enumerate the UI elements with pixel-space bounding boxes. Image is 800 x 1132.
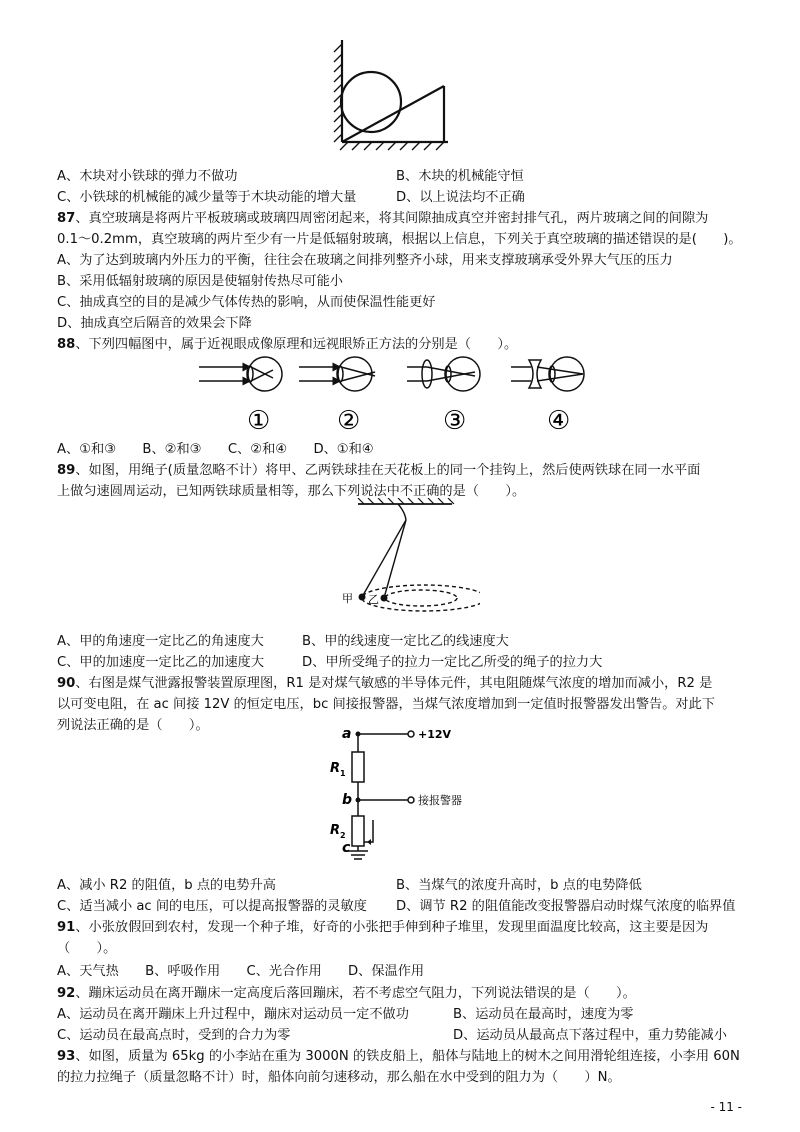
wall-ball-wedge-figure: [322, 36, 452, 156]
q86-option-b: B、木块的机械能守恒: [396, 169, 524, 184]
eye-label-4: ④: [547, 406, 571, 434]
q89-stem-text: 、如图，用绳子(质量忽略不计）将甲、乙两铁球挂在天花板上的同一个挂钩上，然后使两铁球在同一水平面: [75, 463, 701, 478]
q90-stem-line2: 以可变电阻，在 ac 间接 12V 的恒定电压，bc 间接报警器，当煤气浓度增加到一定值时报警器发出警告。对此下: [57, 697, 715, 712]
node-c-label: c: [342, 840, 351, 856]
q91-stem-line1: [57, 918, 708, 938]
q87-number: 87: [57, 211, 76, 226]
q90-stem-line3: 列说法正确的是（ ）。: [57, 718, 209, 733]
q87-option-a: A、为了达到玻璃内外压力的平衡，往往会在玻璃之间排列整齐小球，用来支撑玻璃承受外界大气压的压力: [57, 253, 673, 268]
q90-number: 90: [57, 676, 76, 691]
eye-diagram-1: [199, 357, 282, 391]
q93-stem-line1: [57, 1047, 740, 1067]
q89-option-a: A、甲的角速度一定比乙的角速度大: [57, 634, 264, 649]
r2-subscript: 2: [340, 831, 346, 840]
q87-option-d: D、抽成真空后隔音的效果会下降: [57, 316, 252, 331]
eye-diagram-2: [299, 357, 375, 391]
r1-subscript: 1: [340, 769, 346, 778]
q87-stem-line1: [57, 209, 708, 229]
q89-stem-line2: 上做匀速圆周运动，已知两铁球质量相等，那么下列说法中不正确的是（ ）。: [57, 484, 526, 499]
q91-options: A、天气热 B、呼吸作用 C、光合作用 D、保温作用: [57, 964, 425, 979]
q87-option-b: B、采用低辐射玻璃的原因是使辐射传热尽可能小: [57, 274, 343, 289]
alarm-label: 接报警器: [418, 794, 462, 807]
q89-option-b: B、甲的线速度一定比乙的线速度大: [302, 634, 509, 649]
q91-stem-text: 、小张放假回到农村，发现一个种子堆，好奇的小张把手伸到种子堆里，发现里面温度比较高，这主要是因为: [75, 920, 709, 935]
q89-stem-line1: [57, 461, 700, 481]
node-b-label: b: [342, 792, 353, 808]
q89-option-d: D、甲所受绳子的拉力一定比乙所受的绳子的拉力大: [302, 655, 603, 670]
eye-label-3: ③: [443, 406, 467, 434]
q88-stem-text: 、下列四幅图中，属于近视眼成像原理和远视眼矫正方法的分别是（ ）。: [75, 337, 518, 352]
q87-option-c: C、抽成真空的目的是减少气体传热的影响，从而使保温性能更好: [57, 295, 436, 310]
q87-stem-line2: 0.1～0.2mm，真空玻璃的两片至少有一片是低辐射玻璃，根据以上信息，下列关于真空玻璃的描述错误的是( )。: [57, 232, 742, 247]
q90-option-c: C、适当减小 ac 间的电压，可以提高报警器的灵敏度: [57, 899, 367, 914]
q92-option-a: A、运动员在离开蹦床上升过程中，蹦床对运动员一定不做功: [57, 1007, 409, 1022]
q90-option-b: B、当煤气的浓度升高时，b 点的电势降低: [396, 878, 642, 893]
q89-option-c: C、甲的加速度一定比乙的加速度大: [57, 655, 265, 670]
q92-number: 92: [57, 986, 76, 1001]
eye-diagram-4: [511, 357, 584, 391]
q86-option-c: C、小铁球的机械能的减少量等于木块动能的增大量: [57, 190, 357, 205]
circuit-figure: [320, 724, 490, 860]
q92-option-d: D、运动员从最高点下落过程中，重力势能减小: [453, 1028, 727, 1043]
node-a-label: a: [342, 726, 352, 742]
q93-number: 93: [57, 1049, 76, 1064]
q89-number: 89: [57, 463, 76, 478]
ball-jia-label: 甲: [342, 592, 353, 605]
voltage-label: +12V: [418, 728, 452, 741]
q91-number: 91: [57, 920, 76, 935]
q86-option-d: D、以上说法均不正确: [396, 190, 525, 205]
q92-option-c: C、运动员在最高点时，受到的合力为零: [57, 1028, 291, 1043]
pendulum-figure: [330, 498, 480, 628]
q93-stem-line2: 的拉力拉绳子（质量忽略不计）时，船体向前匀速移动，那么船在水中受到的阻力为（ ）N。: [57, 1070, 621, 1085]
q92-option-b: B、运动员在最高时，速度为零: [453, 1007, 634, 1022]
q92-stem-line1: [57, 984, 636, 1004]
eye-diagram-3: [407, 357, 480, 391]
q92-stem-text: 、蹦床运动员在离开蹦床一定高度后落回蹦床，若不考虑空气阻力，下列说法错误的是（ ）。: [75, 986, 636, 1001]
q86-option-a: A、木块对小铁球的弹力不做功: [57, 169, 238, 184]
q87-stem-text: 、真空玻璃是将两片平板玻璃或玻璃四周密闭起来，将其间隙抽成真空并密封排气孔，两片玻璃之间的间隙为: [75, 211, 709, 226]
resistor-r2: [352, 816, 364, 846]
q90-option-a: A、减小 R2 的阻值，b 点的电势升高: [57, 878, 276, 893]
r1-label: R: [330, 761, 341, 776]
q93-stem-text: 、如图，质量为 65kg 的小李站在重为 3000N 的铁皮船上，船体与陆地上的树木之间用滑轮组连接，小李用 60N: [75, 1049, 740, 1064]
q90-stem-line1: [57, 674, 712, 694]
q88-number: 88: [57, 337, 76, 352]
q91-stem-line2: （ ）。: [57, 941, 117, 956]
eye-label-1: ①: [247, 406, 271, 434]
r2-label: R: [330, 823, 341, 838]
q90-option-d: D、调节 R2 的阻值能改变报警器启动时煤气浓度的临界值: [396, 899, 736, 914]
page-number: - 11 -: [710, 1100, 742, 1114]
ball-yi-label: 乙: [368, 593, 379, 606]
eye-label-2: ②: [337, 406, 361, 434]
resistor-r1: [352, 752, 364, 782]
eye-diagrams-figure: [195, 352, 595, 434]
q88-options: A、①和③ B、②和③ C、②和④ D、①和④: [57, 442, 374, 457]
q90-stem-text: 、右图是煤气泄露报警装置原理图，R1 是对煤气敏感的半导体元件，其电阻随煤气浓度的增加而减小，R2 是: [75, 676, 713, 691]
